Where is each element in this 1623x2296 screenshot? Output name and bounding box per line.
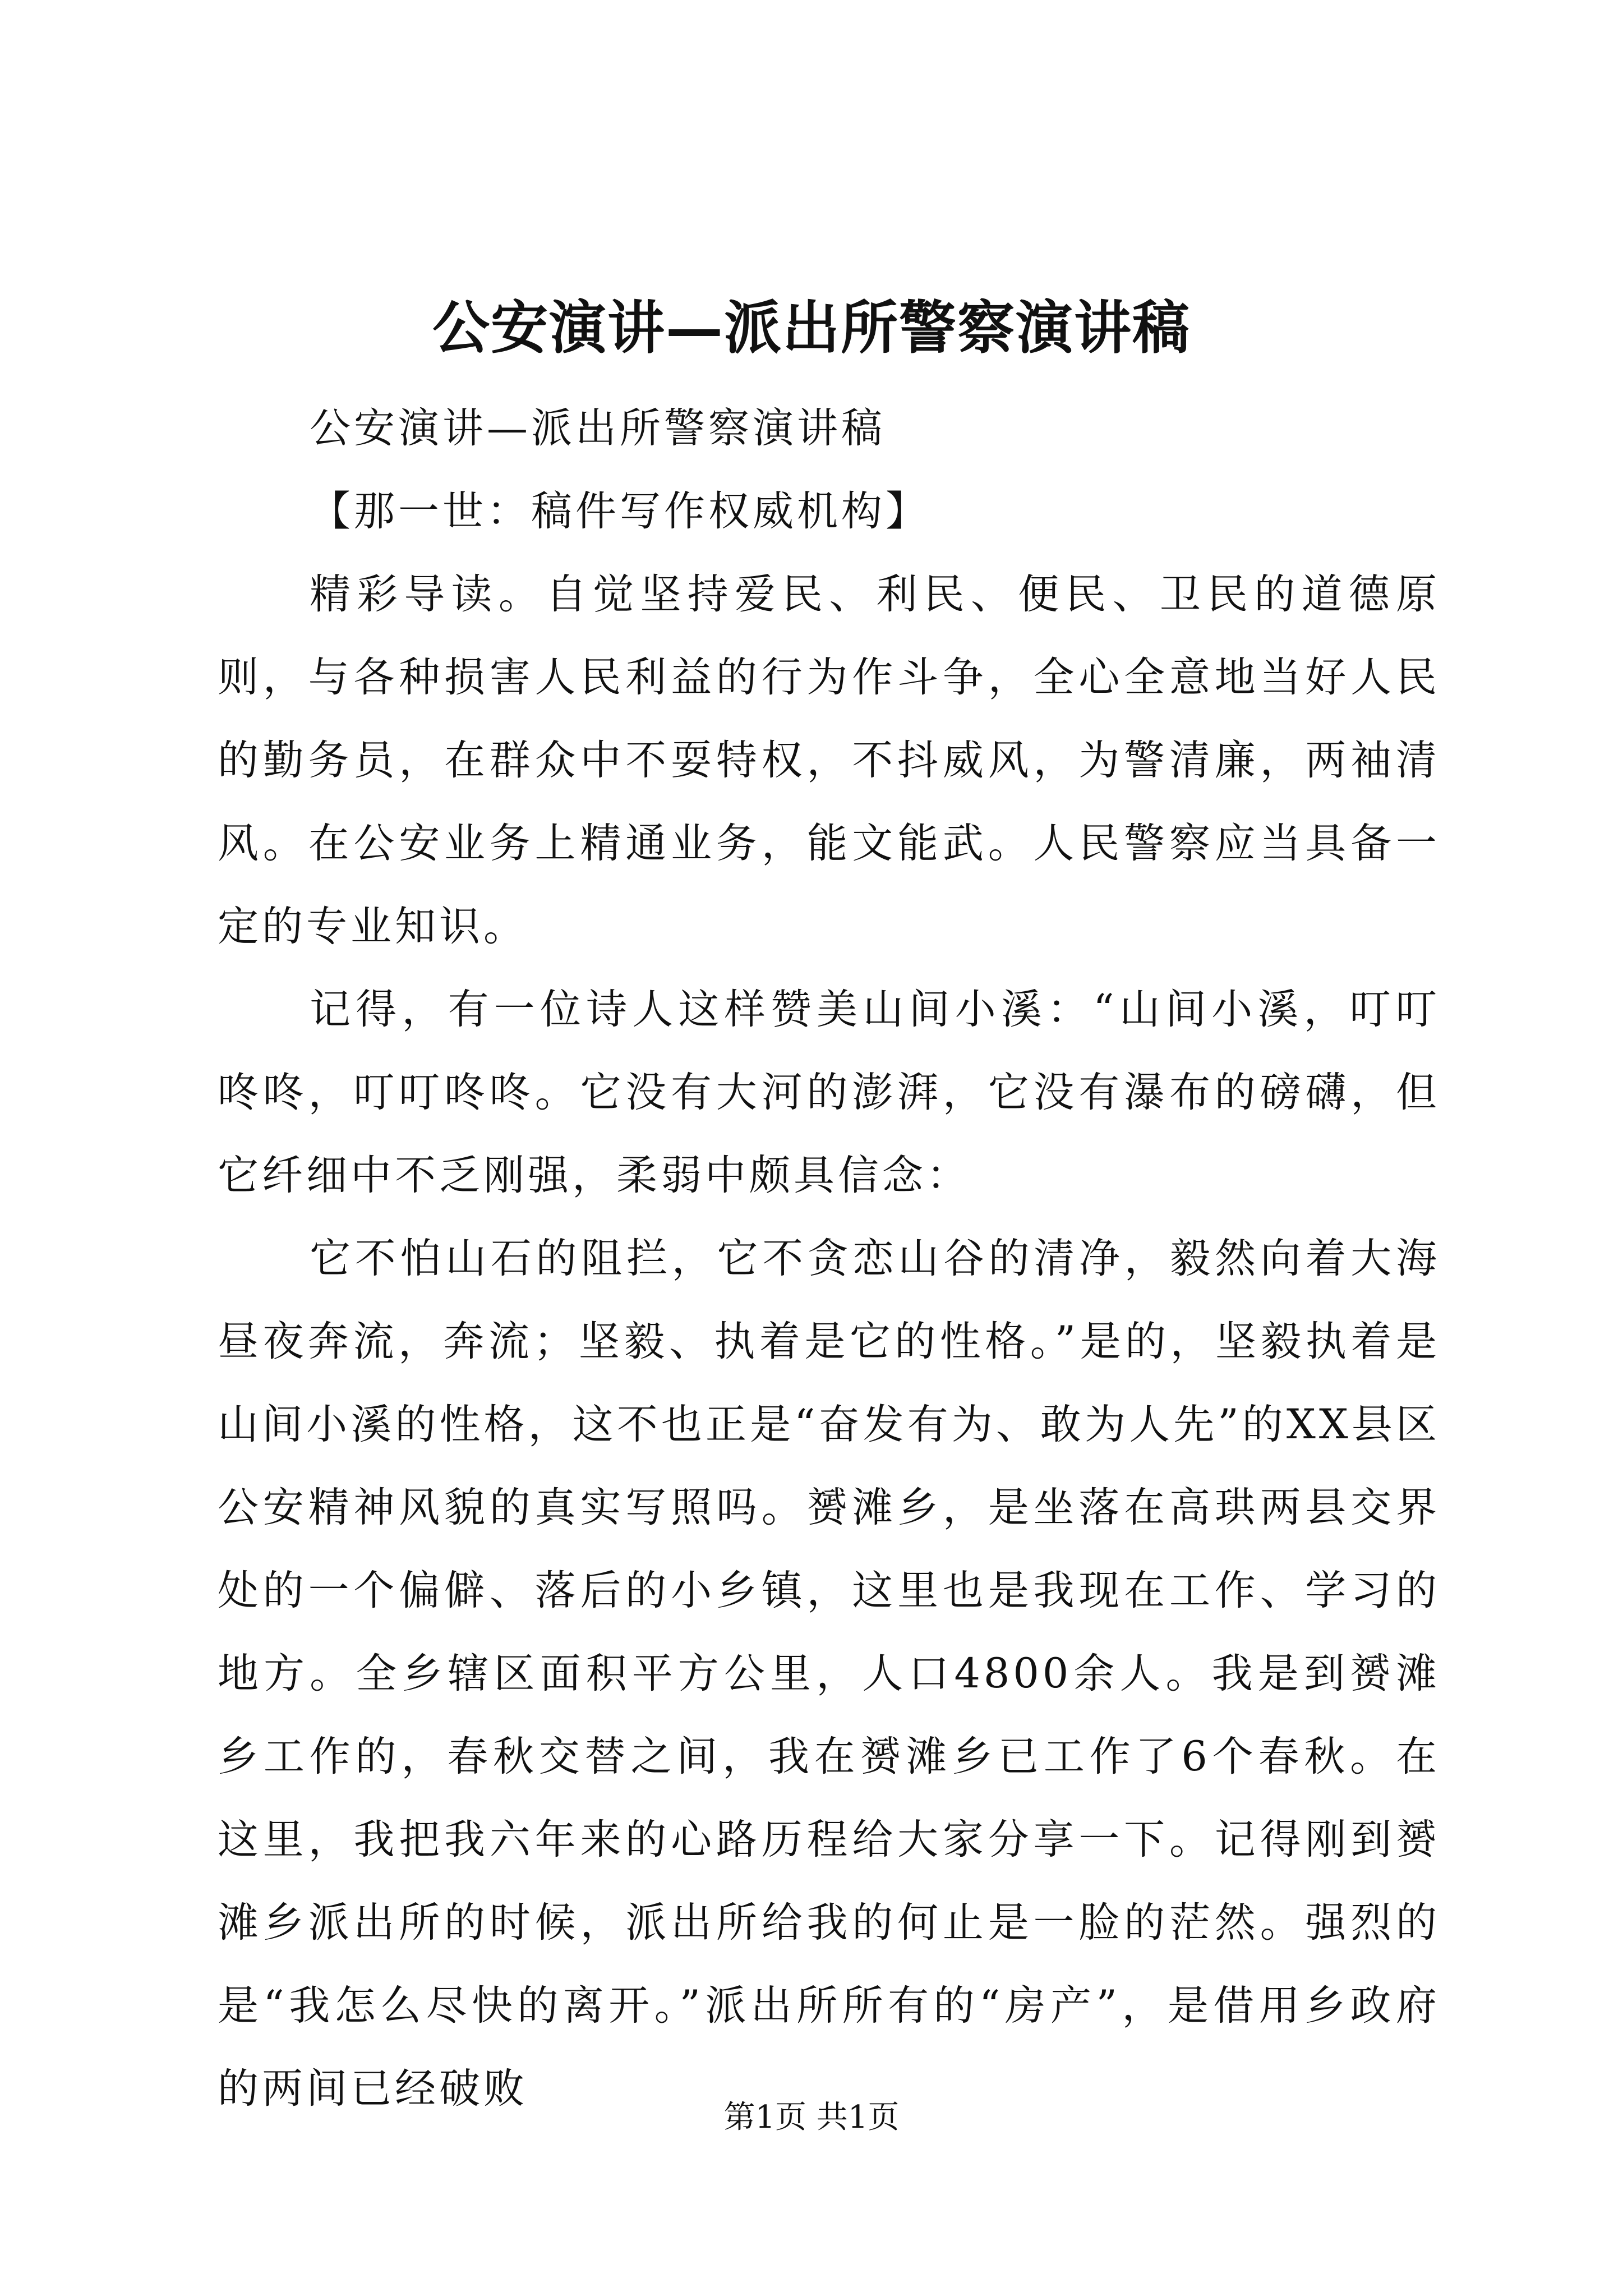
body-paragraph-intro: 精彩导读。自觉坚持爱民、利民、便民、卫民的道德原则，与各种损害人民利益的行为作斗争，全心全意地当好人民的勤务员，在群众中不耍特权，不抖威风，为警清廉，两袖清风。在公安业务上精通业务，能文能武。人民警察应当具备一定的专业知识。 <box>218 570 1440 950</box>
body-paragraph-poem: 记得，有一位诗人这样赞美山间小溪：“山间小溪，叮叮咚咚，叮叮咚咚。它没有大河的澎湃，它没有瀑布的磅礴，但它纤细中不乏刚强，柔弱中颇具信念： <box>218 986 1440 1199</box>
body-paragraph-main: 它不怕山石的阻拦，它不贪恋山谷的清净，毅然向着大海昼夜奔流，奔流；坚毅、执着是它的性格。”是的，坚毅执着是山间小溪的性格，这不也正是“奋发有为、敢为人先”的XX县区公安精神风貌的真实写照吗。赟滩乡，是坐落在高珙两县交界处的一个偏僻、落后的小乡镇，这里也是我现在工作、学习的地方。全乡辖区面积平方公里，人口4800余人。我是到赟滩乡工作的，春秋交替之间，我在赟滩乡已工作了6个春秋。在这里，我把我六年来的心路历程给大家分享一下。记得刚到赟滩乡派出所的时候，派出所给我的何止是一脸的茫然。强烈的是“我怎么尽快的离开。”派出所所有的“房产”，是借用乡政府的两间已经破败 <box>218 1235 1440 2113</box>
document-body <box>218 387 1440 2131</box>
body-paragraph-source: 【那一世：稿件写作权威机构】 <box>310 487 930 535</box>
document-title: 公安演讲—派出所警察演讲稿 <box>432 295 1191 362</box>
body-paragraph-subtitle: 公安演讲—派出所警察演讲稿 <box>310 404 886 452</box>
page-footer: 第1页 共1页 <box>723 2099 900 2136</box>
